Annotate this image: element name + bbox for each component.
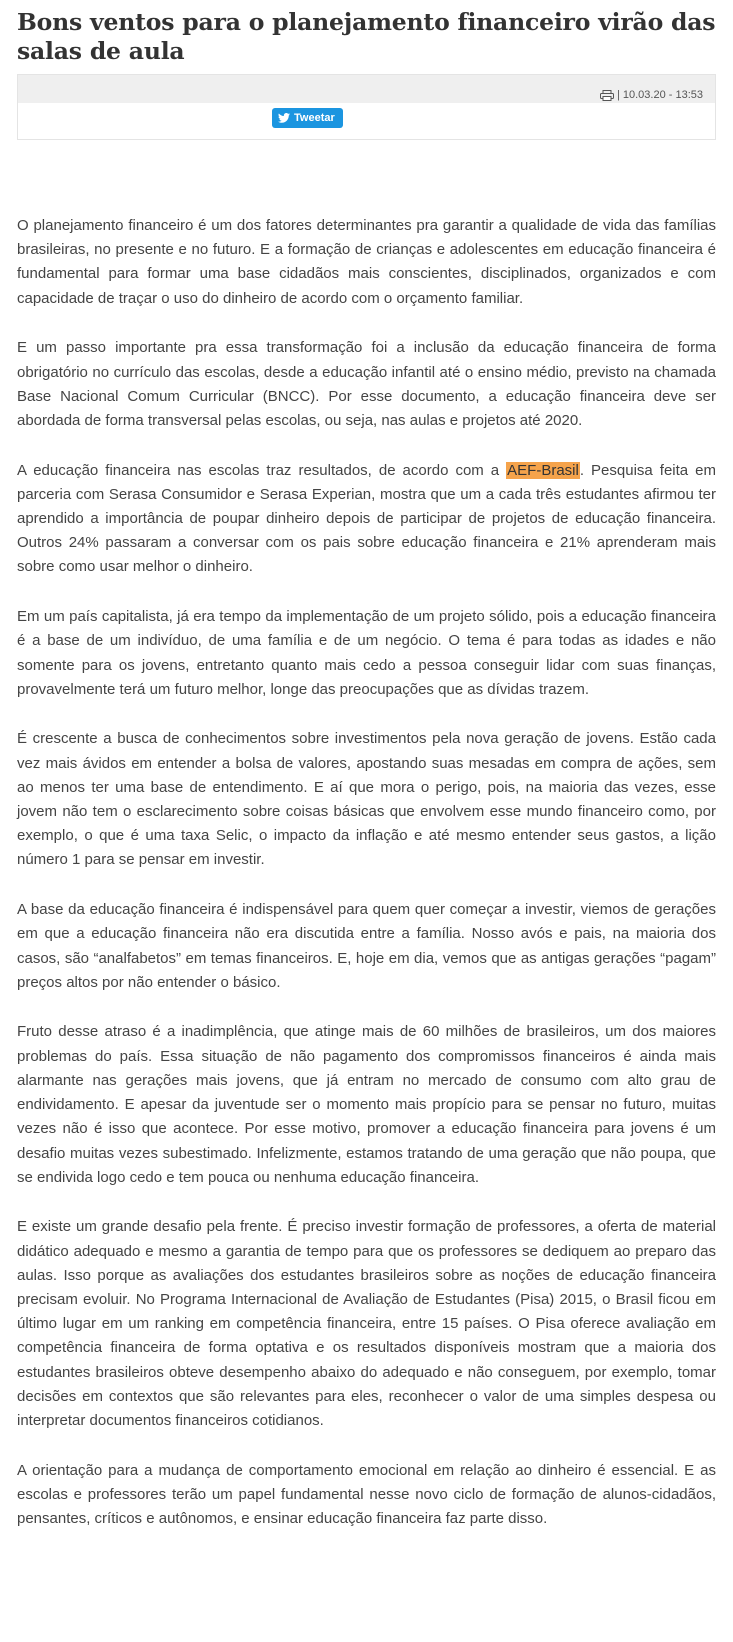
paragraph xyxy=(17,459,716,580)
paragraph: A base da educação financeira é indispensável para quem quer começar a investir, viemos de gerações em que a educação financeira não era discutida entre a família. Nosso avós e pais, na maioria dos casos, são “analfabetos” em temas financeiros. E, hoje em dia, vemos que as antigas gerações “pagam” preços altos por não entender o básico. xyxy=(17,901,716,991)
tweet-label: Tweetar xyxy=(294,112,335,124)
article-meta-bar xyxy=(18,75,715,103)
article-title: Bons ventos para o planejamento financeiro virão das salas de aula xyxy=(17,8,716,65)
paragraph: Em um país capitalista, já era tempo da implementação de um projeto sólido, pois a educação financeira é a base de um indivíduo, de uma família e de um negócio. O tema é para todas as idades e não somente para os jovens, entretanto quanto mais cedo a pessoa conseguir lidar com suas finanças, provavelmente terá um futuro melhor, longe das preocupações que as dívidas trazem. xyxy=(17,608,716,698)
printer-icon[interactable] xyxy=(600,90,614,101)
paragraph: O planejamento financeiro é um dos fatores determinantes pra garantir a qualidade de vida das famílias brasileiras, no presente e no futuro. E a formação de crianças e adolescentes em educação financeira é fundamental para formar uma base cidadãos mais conscientes, disciplinados, organizados e com capacidade de traçar o uso do dinheiro de acordo com o orçamento familiar. xyxy=(17,217,716,307)
paragraph: E um passo importante pra essa transformação foi a inclusão da educação financeira de forma obrigatório no currículo das escolas, desde a educação infantil até o ensino médio, previsto na chamada Base Nacional Comum Curricular (BNCC). Por esse documento, a educação financeira deve ser abordada de forma transversal pelas escolas, ou seja, nas aulas e projetos até 2020. xyxy=(17,339,716,429)
paragraph-text: . Pesquisa feita em parceria com Serasa Consumidor e Serasa Experian, mostra que um a cada três estudantes afirmou ter aprendido a importância de poupar dinheiro depois de participar de projetos de educação financeira. Outros 24% passaram a conversar com os pais sobre educação financeira e 21% aprenderam mais sobre como usar melhor o dinheiro. xyxy=(17,461,716,576)
paragraph: E existe um grande desafio pela frente. É preciso investir formação de professores, a oferta de material didático adequado e mesmo a garantia de tempo para que os professores se dediquem ao preparo das aulas. Isso porque as avaliações dos estudantes brasileiros sobre as noções de educação financeira precisam evoluir. No Programa Internacional de Avaliação de Estudantes (Pisa) 2015, o Brasil ficou em último lugar em um ranking em competência financeira, entre 15 países. O Pisa oferece avaliação em competência financeira de forma optativa e os resultados disponíveis mostram que a maioria dos estudantes brasileiros obteve desempenho abaixo do adequado e não conseguem, por exemplo, tomar decisões em contextos que são relevantes para eles, reconhecer o valor de uma simples despesa ou interpretar documentos financeiros cotidianos. xyxy=(17,1218,716,1430)
tweet-button[interactable] xyxy=(272,108,343,128)
article-meta-box xyxy=(17,74,716,140)
article-meta xyxy=(600,89,703,101)
twitter-bird-icon xyxy=(278,113,290,123)
article xyxy=(17,0,716,1557)
paragraph: É crescente a busca de conhecimentos sobre investimentos pela nova geração de jovens. Estão cada vez mais ávidos em entender a bolsa de valores, apostando suas mesadas em compra de ações, sem ao menos ter uma base de entendimento. E aí que mora o perigo, pois, na maioria das vezes, esse jovem não tem o esclarecimento sobre coisas básicas que envolvem esse mundo financeiro como, por exemplo, o que é uma taxa Selic, o impacto da inflação e até mesmo entender seus gastos, a lição número 1 para se pensar em investir. xyxy=(17,730,716,869)
publish-date: | 10.03.20 - 13:53 xyxy=(616,89,703,101)
paragraph: A orientação para a mudança de comportamento emocional em relação ao dinheiro é essencial. E as escolas e professores terão um papel fundamental nesse novo ciclo de formação de alunos-cidadãos, pensantes, críticos e autônomos, e ensinar educação financeira faz parte disso. xyxy=(17,1461,716,1528)
aef-brasil-link[interactable]: AEF-Brasil xyxy=(507,461,579,479)
paragraph: Fruto desse atraso é a inadimplência, que atinge mais de 60 milhões de brasileiros, um dos maiores problemas do país. Essa situação de não pagamento dos compromissos financeiros é ainda mais alarmante nas gerações mais jovens, que já entram no mercado de consumo com alto grau de endividamento. E apesar da juventude ser o momento mais propício para se pensar no futuro, muitas vezes não é isso que acontece. Por esse motivo, promover a educação financeira para jovens é um desafio muitas vezes subestimado. Infelizmente, estamos tratando de uma geração que não poupa, que se endivida logo cedo e tem pouca ou nenhuma educação financeira. xyxy=(17,1023,716,1186)
paragraph-text: A educação financeira nas escolas traz resultados, de acordo com a xyxy=(17,461,507,479)
article-body xyxy=(17,214,716,1531)
